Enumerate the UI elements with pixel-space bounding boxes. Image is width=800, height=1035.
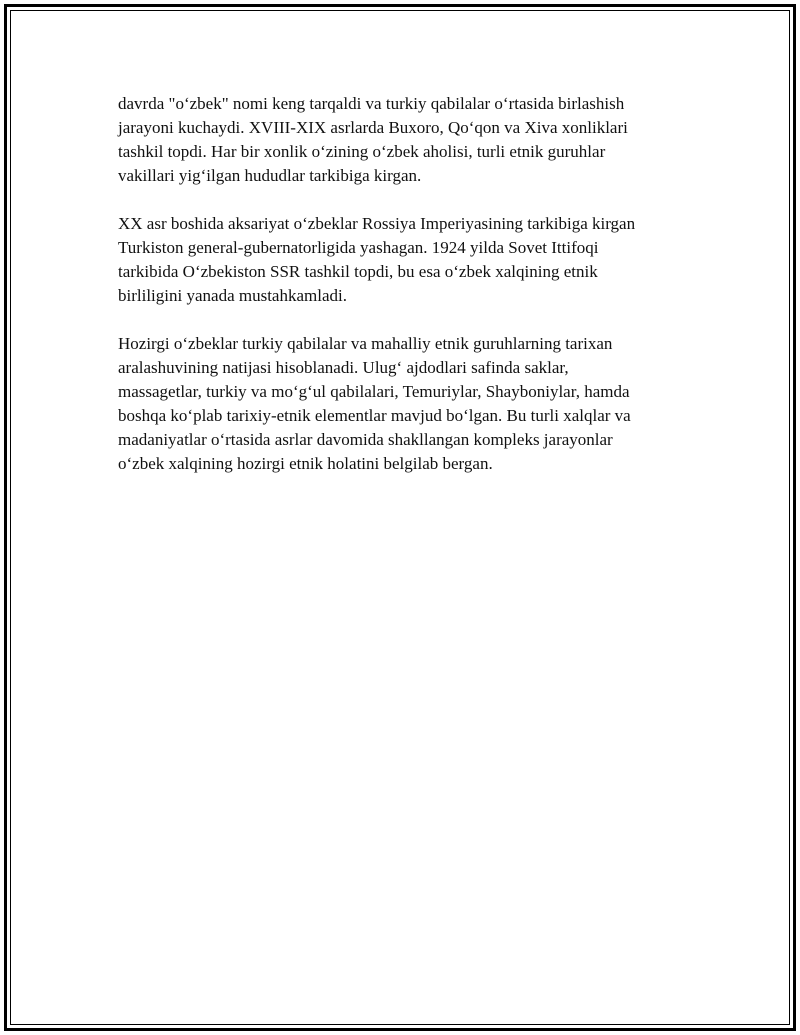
document-body xyxy=(118,92,698,500)
paragraph: Hozirgi o‘zbeklar turkiy qabilalar va mahalliy etnik guruhlarning tarixan aralashuvining natijasi hisoblanadi. Ulug‘ ajdodlari safinda saklar, massagetlar, turkiy va mo‘g‘ul qabilalari, Temuriylar, Shayboniylar, hamda boshqa ko‘plab tarixiy-etnik elementlar mavjud bo‘lgan. Bu turli xalqlar va madaniyatlar o‘rtasida asrlar davomida shakllangan kompleks jarayonlar o‘zbek xalqining hozirgi etnik holatini belgilab bergan. xyxy=(118,334,631,473)
paragraph: davrda "o‘zbek" nomi keng tarqaldi va turkiy qabilalar o‘rtasida birlashish jarayoni kuchaydi. XVIII-XIX asrlarda Buxoro, Qo‘qon va Xiva xonliklari tashkil topdi. Har bir xonlik o‘zining o‘zbek aholisi, turli etnik guruhlar vakillari yig‘ilgan hududlar tarkibiga kirgan. xyxy=(118,94,628,185)
paragraph: XX asr boshida aksariyat o‘zbeklar Rossiya Imperiyasining tarkibiga kirgan Turkiston general-gubernatorligida yashagan. 1924 yilda Sovet Ittifoqi tarkibida O‘zbekiston SSR tashkil topdi, bu esa o‘zbek xalqining etnik birliligini yanada mustahkamladi. xyxy=(118,214,636,305)
